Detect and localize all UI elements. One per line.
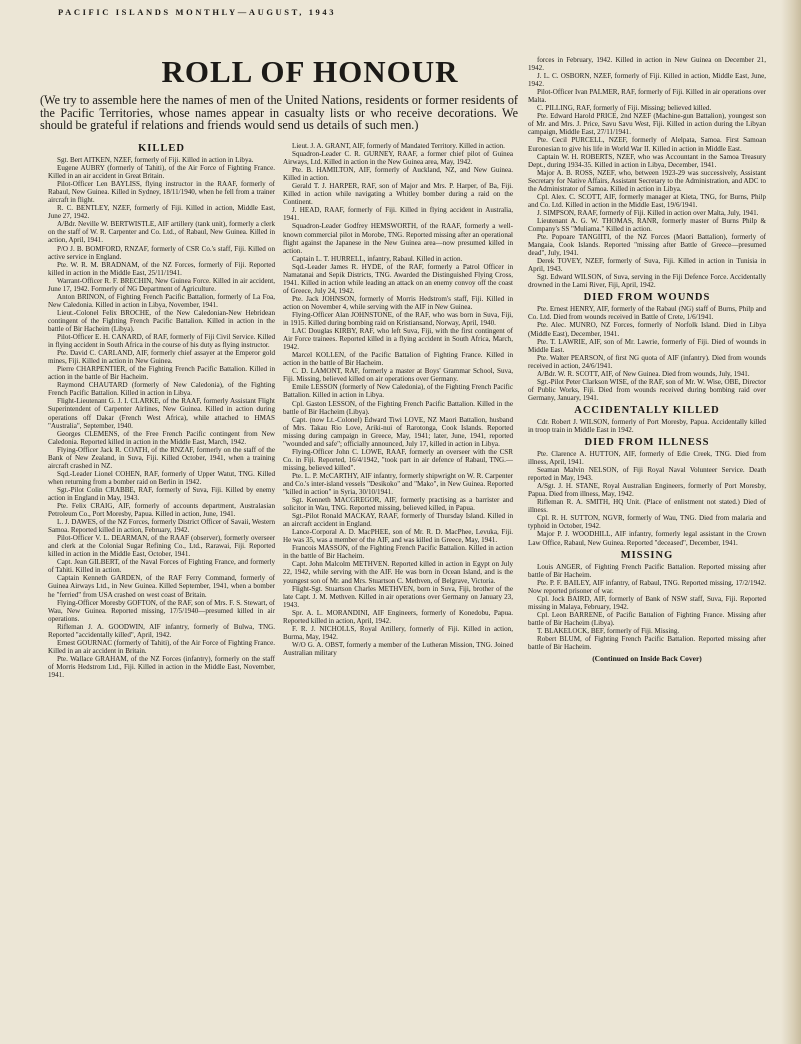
entry: Squadron-Leader C. R. GURNEY, RAAF, a former chief pilot of Guinea Airways, Ltd. Killed in action in the New Guinea area, May, 1942. [283,150,513,167]
entry: Cpl. R. H. SUTTON, NGVR, formerly of Wau, TNG. Died from malaria and typhoid in October, 1942. [528,514,766,531]
entry: A/Sgt. J. H. STANE, Royal Australian Engineers, formerly of Port Moresby, Papua. Died from illness, May, 1942. [528,482,766,499]
entry: A/Bdr. Neville W. BERTWISTLE, AIF artillery (tank unit), formerly a clerk on the staff of W. R. Carpenter and Co. Ltd., of Rabaul, New Guinea. Killed in action, April, 1941. [48,220,275,245]
entry: Captain L. T. HURRELL, infantry, Rabaul. Killed in action. [292,254,463,263]
entry: Sgt. Bert AITKEN, NZEF, formerly of Fiji. Killed in action in Libya. [57,156,254,164]
entry: Lieut. J. A. GRANT, AIF, formerly of Mandated Territory. Killed in action. [292,142,505,150]
entry: Derek TOVEY, NZEF, formerly of Suva, Fiji. Killed in action in Tunisia in April, 1943. [528,257,766,274]
entry: Pte. B. HAMILTON, AIF, formerly of Auckland, NZ, and New Guinea. Killed in action. [283,166,513,183]
entry: Flying-Officer John C. LOWE, RAAF, formerly an overseer with the CSR Co. in Fiji. Reported, 16/4/1942, "took part in air defence of Rabaul, TNG.—missing, believed killed". [283,447,513,472]
entry: Captain Kenneth GARDEN, of the RAF Ferry Command, formerly of Guinea Airways Ltd., in New Guinea. Killed September, 1941, when a bomber he "ferried" from USA crashed on west coast of Britain. [48,574,275,599]
entry: T. BLAKELOCK, BEF, formerly of Fiji. Missing. [537,626,680,635]
entry: Capt. John Malcolm METHVEN. Reported killed in action in Egypt on July 22, 1942, while serving with the AIF. He was born in Ocean Island, and is the youngest son of Mr. and Mrs. Stuartson C. Methven, of Belgrave, Victoria. [283,560,513,585]
entry: Pte. Popoare TANGIITI, of the NZ Forces (Maori Battalion), formerly of Mangaia, Cook Islands. Reported "missing after Battle of Greece—presumed dead", July, 1941. [528,233,766,258]
entry: Seaman Malvin NELSON, of Fiji Royal Naval Volunteer Service. Death reported in May, 1943. [528,466,766,483]
entry: C. PILLING, RAF, formerly of Fiji. Missing; believed killed. [537,104,712,113]
entry: Sqd.-Leader Lionel COHEN, RAF, formerly of Upper Watut, TNG. Killed when returning from a bomber raid on Berlin in 1942. [48,469,275,486]
entry: Eugene AUBRY (formerly of Tahiti), of the Air Force of Fighting France. Killed in an air accident in Great Britain. [48,164,275,181]
entry: Pilot-Officer Ivan PALMER, RAF, formerly of Fiji. Killed in air operations over Malta. [528,88,766,105]
entry: Squadron-Leader Godfrey HEMSWORTH, of the RAAF, formerly a well-known commercial pilot in Morobe, TNG. Reported missing after an operational flight against the Japanese in the New Guinea area—now presumed killed in action. [283,222,513,255]
entry: Cpl. Jock BAIRD, AIF, formerly of Bank of NSW staff, Suva, Fiji. Reported missing in Malaya, February, 1942. [528,594,766,611]
entry: Gerald T. J. HARPER, RAF, son of Major and Mrs. P. Harper, of Ba, Fiji. Killed in action while navigating a Whitley bomber during a raid on the Continent. [283,182,513,207]
entry: Pte. Felix CRAIG, AIF, formerly of accounts department, Australasian Petroleum Co., Port Moresby, Papua. Killed in action, June, 1941. [48,502,275,519]
entry: Pte. P. F. BAILEY, AIF infantry, of Rabaul, TNG. Reported missing, 17/2/1942. Now reported prisoner of war. [528,578,766,595]
entry: Capt. (now Lt.-Colonel) Edward Tiwi LOVE, NZ Maori Battalion, husband of Mrs. Takau Rio Love, Ariki-nui of Rarotonga, Cook Islands. Reported missing during campaign in Greece, May, 1941; later, June, 1941, reported "wounded and safe"; officially announced, July 17, killed in action in Libya. [283,415,513,448]
entry: Georges CLEMENS, of the Free French Pacific contingent from New Caledonia. Reported killed in action in the Middle East, March, 1942. [48,429,275,446]
entry: Pilot-Officer Len BAYLISS, flying instructor in the RAAF, formerly of Rabaul, New Guinea. Killed in Sydney, 18/11/1940, when he fell from a trainer aircraft in flight. [48,180,275,205]
column-1 [48,140,275,1037]
entry: Spr. A. L. MORANDINI, AIF Engineers, formerly of Konedobu, Papua. Reported killed in action, April, 1942. [283,608,513,625]
entry: Sqd.-Leader James R. HYDE, of the RAF, formerly a Patrol Officer in Namatanai and Sepik Districts, TNG. Awarded the Distinguished Flying Cross, 1941. Killed in action while leading an attack on an enemy convoy off the coast of Greece, July 24, 1942. [283,262,513,295]
entry: Pte. L. P. McCARTHY, AIF infantry, formerly shipwright on W. R. Carpenter and Co.'s inter-island vessels "Desikoko" and "Mako", in New Guinea. Reported "killed in action" in Syria, 30/10/1941. [283,471,513,497]
entry: J. SIMPSON, RAAF, formerly of Fiji. Killed in action over Malta, July, 1941. [537,208,759,217]
section-heading-died-from-wounds: DIED FROM WOUNDS [583,292,711,304]
entry: Lance-Corporal A. D. MacPHEE, son of Mr. R. D. MacPhee, Levuka, Fiji. He was 35, was a member of the AIF, and was killed in Greece, May, 1941. [283,528,513,545]
entry: Pte. W. R. M. BRADNAM, of the NZ Forces, formerly of Fiji. Reported killed in action in the Middle East, 25/11/1941. [48,260,275,277]
entry: J. HEAD, RAAF, formerly of Fiji. Killed in flying accident in Australia, 1941. [283,206,513,223]
entry: forces in February, 1942. Killed in action in New Guinea on December 21, 1942. [528,56,766,73]
entry: Pte. Wallace GRAHAM, of the NZ Forces (infantry), formerly on the staff of Morris Hedstrom Ltd., Fiji. Killed in action in the Middle East, November, 1941. [48,654,275,679]
column-3 [528,56,766,1037]
page-spine-edge [781,0,801,1044]
entry: Major A. B. ROSS, NZEF, who, between 1923-29 was successively, Assistant Secretary for Native Affairs, Assistant Secretary to the Administration, and ADC to the Administrator of Samoa. Killed in action in Libya. [528,168,766,193]
entry: Pte. Ernest HENRY, AIF, formerly of the Rabaul (NG) staff of Burns, Philp and Co. Ltd. Died from wounds received in Battle of Crete, 1/6/1941. [528,305,766,322]
entry: Flying-Officer Alan JOHNSTONE, of the RAF, who was born in Suva, Fiji, in 1915. Killed during bombing raid on Kristiansand, Norway, April, 1940. [283,310,513,328]
entry: Captain W. H. ROBERTS, NZEF, who was Accountant in the Samoa Treasury Dept., during 1934-35. Killed in action in Libya, December, 1941. [528,152,766,169]
entry: Cpl. Leon BARRENE, of Pacific Battalion of Fighting France. Missing after battle of Bir Hacheim (Libya). [528,610,766,627]
entry: Flight-Sgt. Stuartson Charles METHVEN, born in Suva, Fiji, brother of the late Capt. J. M. Methven. Killed in air operations over Germany on January 23, 1943. [283,584,513,609]
entry: Emile LESSON (formerly of New Caledonia), of the Fighting French Pacific Battalion. Killed in action in Libya. [283,383,513,400]
entry: Flight-Lieutenant G. J. I. CLARKE, of the RAAF, formerly Assistant Flight Superintendent of Carpenter Airlines, New Guinea. Killed in action during operations off Dakar (French West Africa), while attached to HMAS "Australia", September, 1940. [48,397,275,430]
entry: Robert BLUM, of Fighting French Pacific Battalion. Reported missing after battle of Bir Hacheim. [528,635,766,652]
continued-note: (Continued on Inside Back Cover) [592,654,702,664]
entry: Pilot-Officer E. H. CANARD, of RAF, formerly of Fiji Civil Service. Killed in flying accident in South Africa in the course of his duty as flying instructor. [48,333,275,350]
entry: A/Bdr. W. R. SCOTT, AIF, of New Guinea. Died from wounds, July, 1941. [537,369,750,378]
entry: Flying-Officer Moresby GOFTON, of the RAF, son of Mrs. F. S. Stewart, of Wau, New Guinea. Reported missing, 17/5/1940—presumed killed in air operations. [48,598,275,623]
entry: Marcel KOLLEN, of the Pacific Battalion of Fighting France. Killed in action in the battle of Bir Hacheim. [283,351,513,368]
entry: Sgt.-Pilot Ronald MACKAY, RAAF, formerly of Thursday Island. Killed in an aircraft accident in England. [283,512,513,529]
entry: Pte. David C. CARLAND, AIF, formerly chief assayer at the Emperor gold mines, Fiji. Killed in action in New Guinea. [48,349,275,366]
killed-list-col3 [528,56,766,289]
accidentally-killed-list [528,418,766,434]
entry: Francois MASSON, of the Fighting French Pacific Battalion. Killed in action in the battle of Bir Hacheim. [283,544,513,561]
entry: Cpl. Gaston LESSON, of the Fighting French Pacific Battalion. Killed in the battle of Bir Hacheim (Libya). [283,399,513,416]
missing-list [528,563,766,652]
section-heading-killed: KILLED [138,143,185,154]
entry: Sgt.-Pilot Colin CRABBE, RAF, formerly of Suva, Fiji. Killed by enemy action in England in May, 1943. [48,485,275,502]
entry: Rifleman J. A. GOODWIN, AIF infantry, formerly of Bulwa, TNG. Reported "accidentally killed", April, 1942. [48,622,275,639]
section-heading-accidentally-killed: ACCIDENTALLY KILLED [574,404,720,416]
entry: Pte. Walter PEARSON, of first NG quota of AIF (infantry). Died from wounds received in action, 24/6/1941. [528,353,766,370]
entry: Pte. T. LAWRIE, AIF, son of Mr. Lawrie, formerly of Fiji. Died of wounds in Middle East. [528,337,766,354]
section-heading-died-from-illness: DIED FROM ILLNESS [584,437,710,449]
column-2 [283,142,513,1037]
entry: W/O G. A. OBST, formerly a member of the Lutheran Mission, TNG. Joined Australian military [283,640,513,657]
intro-paragraph: (We try to assemble here the names of men of the United Nations, residents or former residents of the Pacific Territories, whose names appear in casualty lists or who receive decorations. We should be grateful if relations and friends would send us details of such men.) [40,93,518,133]
killed-list-col1 [48,156,275,679]
entry: Warrant-Officer R. F. BRECHIN, New Guinea Force. Killed in air accident, June 17, 1942. Formerly of NG Department of Agriculture. [48,276,275,293]
killed-list-col2 [283,142,513,657]
entry: LAC Douglas KIRBY, RAF, who left Suva, Fiji, with the first contingent of Air Force trainees. Reported killed in a flying accident in South Africa, March, 1942. [283,327,513,352]
died-wounds-list [528,305,766,402]
entry: Rifleman R. A. SMITH, HQ Unit. (Place of enlistment not stated.) Died of illness. [528,498,766,515]
entry: Pte. Jack JOHNSON, formerly of Morris Hedstrom's staff, Fiji. Killed in action on November 4, while serving with the AIF in New Guinea. [283,294,513,311]
entry: Pte. Alec. MUNRO, NZ Forces, formerly of Norfolk Island. Died in Libya (Middle East), December, 1941. [528,321,766,338]
entry: Anton BRINON, of Fighting French Pacific Battalion, formerly of La Foa, New Caledonia. Killed in action in Libya, November, 1941. [48,292,275,309]
entry: Sgt. Edward WILSON, of Suva, serving in the Fiji Defence Force. Accidentally drowned in the Lami River, Fiji, April, 1942. [528,273,766,290]
entry: L. J. DAWES, of the NZ Forces, formerly District Officer of Savaii, Western Samoa. Reported killed in action, February, 1942. [48,518,275,535]
entry: Lieutenant A. G. W. THOMAS, RANR, formerly master of Burns Philp & Company's SS "Muliama." Killed in action. [528,216,766,233]
entry: Lieut.-Colonel Felix BROCHE, of the New Caledonian-New Hebridean contingent of the Fighting French Pacific Battalion. Killed in action in the battle of Bir Hacheim (Libya). [48,308,275,333]
entry: Cdr. Robert J. WILSON, formerly of Port Moresby, Papua. Accidentally killed in troop train in Middle East in 1942. [528,417,766,434]
entry: Ernest GOURNAC (formerly of Tahiti), of the Air Force of Fighting France. Killed in an air accident in Britain. [48,638,275,655]
entry: Pierre CHARPENTIER, of the Fighting French Pacific Battalion. Killed in action in the battle of Bir Hacheim. [48,365,275,382]
entry: Sgt.-Pilot Peter Clarkson WISE, of the RAF, son of Mr. W. Wise, OBE, Director of Public Works, Fiji. Died from wounds received during bombing raid over Germany, January, 1941. [528,377,766,402]
entry: J. L. C. OSBORN, NZEF, formerly of Fiji. Killed in action, Middle East, June, 1942. [528,72,766,89]
entry: Pte. Edward Harold PRICE, 2nd NZEF (Machine-gun Battalion), youngest son of Mr. and Mrs. J. Price, Savu Savu West, Fiji. Killed in action during the Libyan campaign, Middle East, 27/11/1941. [528,112,766,137]
entry: Pte. Clarence A. HUTTON, AIF, formerly of Edie Creek, TNG. Died from illness, April, 1941. [528,450,766,467]
running-head: PACIFIC ISLANDS MONTHLY—AUGUST, 1943 [58,7,337,17]
entry: F. R. J. NICHOLLS, Royal Artillery, formerly of Fiji. Killed in action, Burma, May, 1942. [283,624,513,641]
entry: Capt. Jean GILBERT, of the Naval Forces of Fighting France, and formerly of Tahiti. Killed in action. [48,558,275,575]
entry: Cpl. Alex. C. SCOTT, AIF, formerly manager at Kieta, TNG, for Burns, Philp and Co. Ltd. Killed in action in the Middle East, 19/6/1941. [528,192,766,209]
entry: Pilot-Officer V. L. DEARMAN, of the RAAF (observer), formerly overseer and clerk at the Colonial Sugar Refining Co., Ltd., Rarawai, Fiji. Reported killed in action in the Middle East, October, 1941. [48,534,275,559]
entry: Major P. J. WOODHILL, AIF infantry, formerly legal assistant in the Crown Law Office, Rabaul, New Guinea. Reported "deceased", December, 1941. [528,530,766,547]
entry: Louis ANGER, of Fighting French Pacific Battalion. Reported missing after battle of Bir Hacheim. [528,562,766,579]
entry: Pte. Cecil PURCELL, NZEF, formerly of Alelpata, Samoa. First Samoan Euronesian to give his life in World War II. Killed in action in Middle East. [528,136,766,153]
entry: P/O J. B. BOMFORD, RNZAF, formerly of CSR Co.'s staff, Fiji. Killed on active service in England. [48,244,275,261]
entry: Flying-Officer Jack R. COATH, of the RNZAF, formerly on the staff of the Bank of New Zealand, in Suva, Fiji. Killed October, 1941, when a training aircraft crashed in NZ. [48,445,275,470]
entry: R. C. BENTLEY, NZEF, formerly of Fiji. Killed in action, Middle East, June 27, 1942. [48,204,275,221]
section-heading-missing: MISSING [620,549,674,561]
entry: Sgt. Kenneth MACGREGOR, AIF, formerly practising as a barrister and solicitor in Wau, TNG. Reported missing, believed killed, in Papua. [283,496,513,513]
entry: C. D. LAMONT, RAF, formerly a master at Boys' Grammar School, Suva, Fiji. Missing, believed killed on air operations over Germany. [283,367,513,384]
page-title: ROLL OF HONOUR [161,54,459,89]
entry: Raymond CHAUTARD (formerly of New Caledonia), of the Fighting French Pacific Battalion. Killed in action in Libya. [48,381,275,398]
died-illness-list [528,450,766,547]
